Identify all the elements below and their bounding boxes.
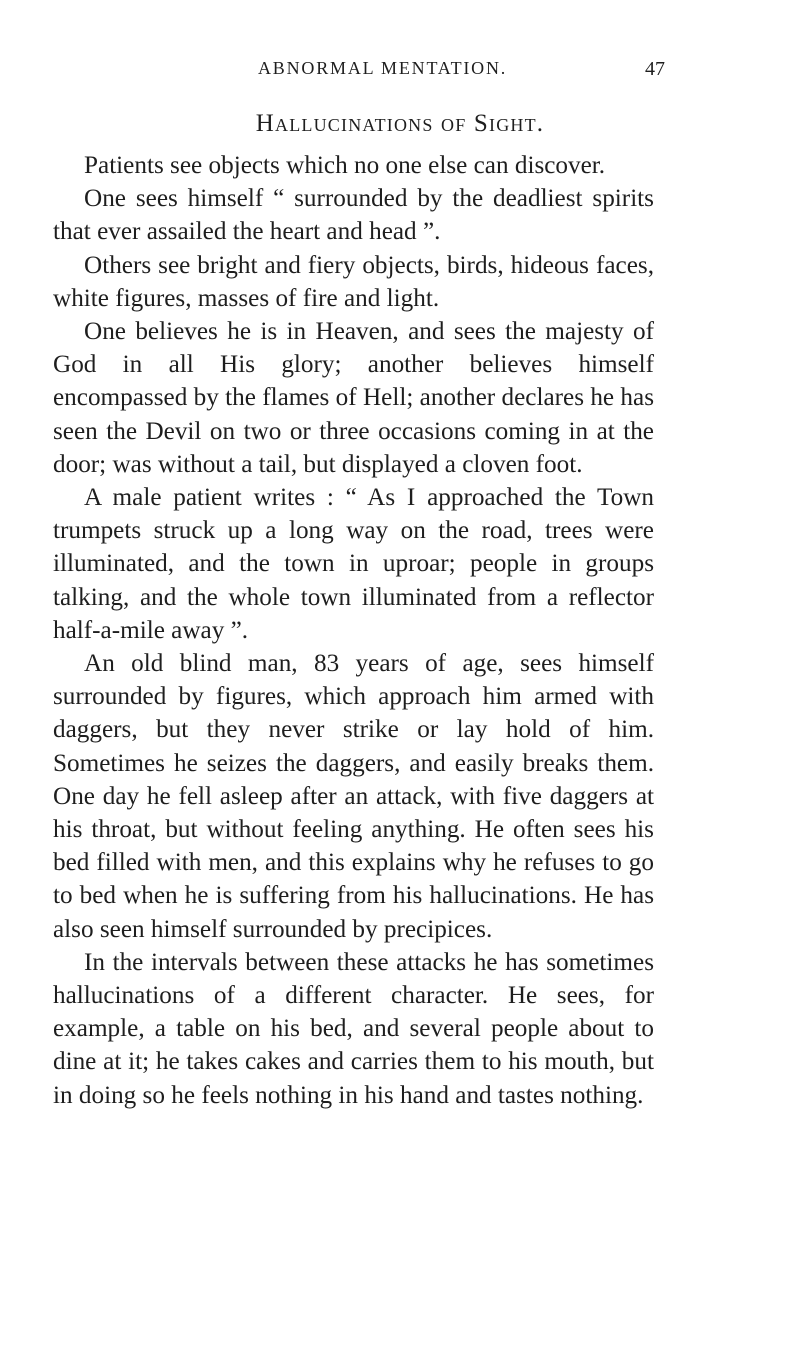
running-title: ABNORMAL MENTATION. [258, 58, 508, 78]
paragraph: Patients see objects which no one else can discover. [84, 152, 606, 179]
page-number: 47 [645, 58, 665, 80]
paragraph: Others see bright and fiery objects, birds, hideous faces, white figures, masses of fire and light. [53, 251, 654, 312]
paragraph: One believes he is in Heaven, and sees the majesty of God in all His glory; another believes himself encompassed by the flames of Hell; another declares he has seen the Devil on two or three occasions coming in at the door; was without a tail, but displayed a cloven foot. [53, 318, 654, 478]
section-heading: Hallucinations of Sight. [255, 110, 545, 137]
paragraph: An old blind man, 83 years of age, sees himself surrounded by figures, which approach him armed with daggers, but they never strike or lay hold of him. Sometimes he seizes the daggers, and easily breaks them. One day he fell asleep after an attack, with five daggers at his throat, but without feeling anything. He often sees his bed filled with men, and this explains why he refuses to go to bed when he is suffering from his hallucinations. He has also seen himself surrounded by precipices. [53, 650, 654, 943]
body-text [53, 149, 654, 1112]
paragraph: One sees himself “ surrounded by the deadliest spirits that ever assailed the heart and head ”. [53, 185, 654, 246]
paragraph: In the intervals between these attacks he has sometimes hallucinations of a different character. He sees, for example, a table on his bed, and several people about to dine at it; he takes cakes and carries them to his mouth, but in doing so he feels nothing in his hand and tastes nothing. [53, 948, 654, 1109]
paragraph: A male patient writes : “ As I approached the Town trumpets struck up a long way on the road, trees were illuminated, and the town in uproar; people in groups talking, and the whole town illuminated from a reflector half-a-mile away ”. [53, 484, 654, 644]
running-head [0, 58, 800, 88]
